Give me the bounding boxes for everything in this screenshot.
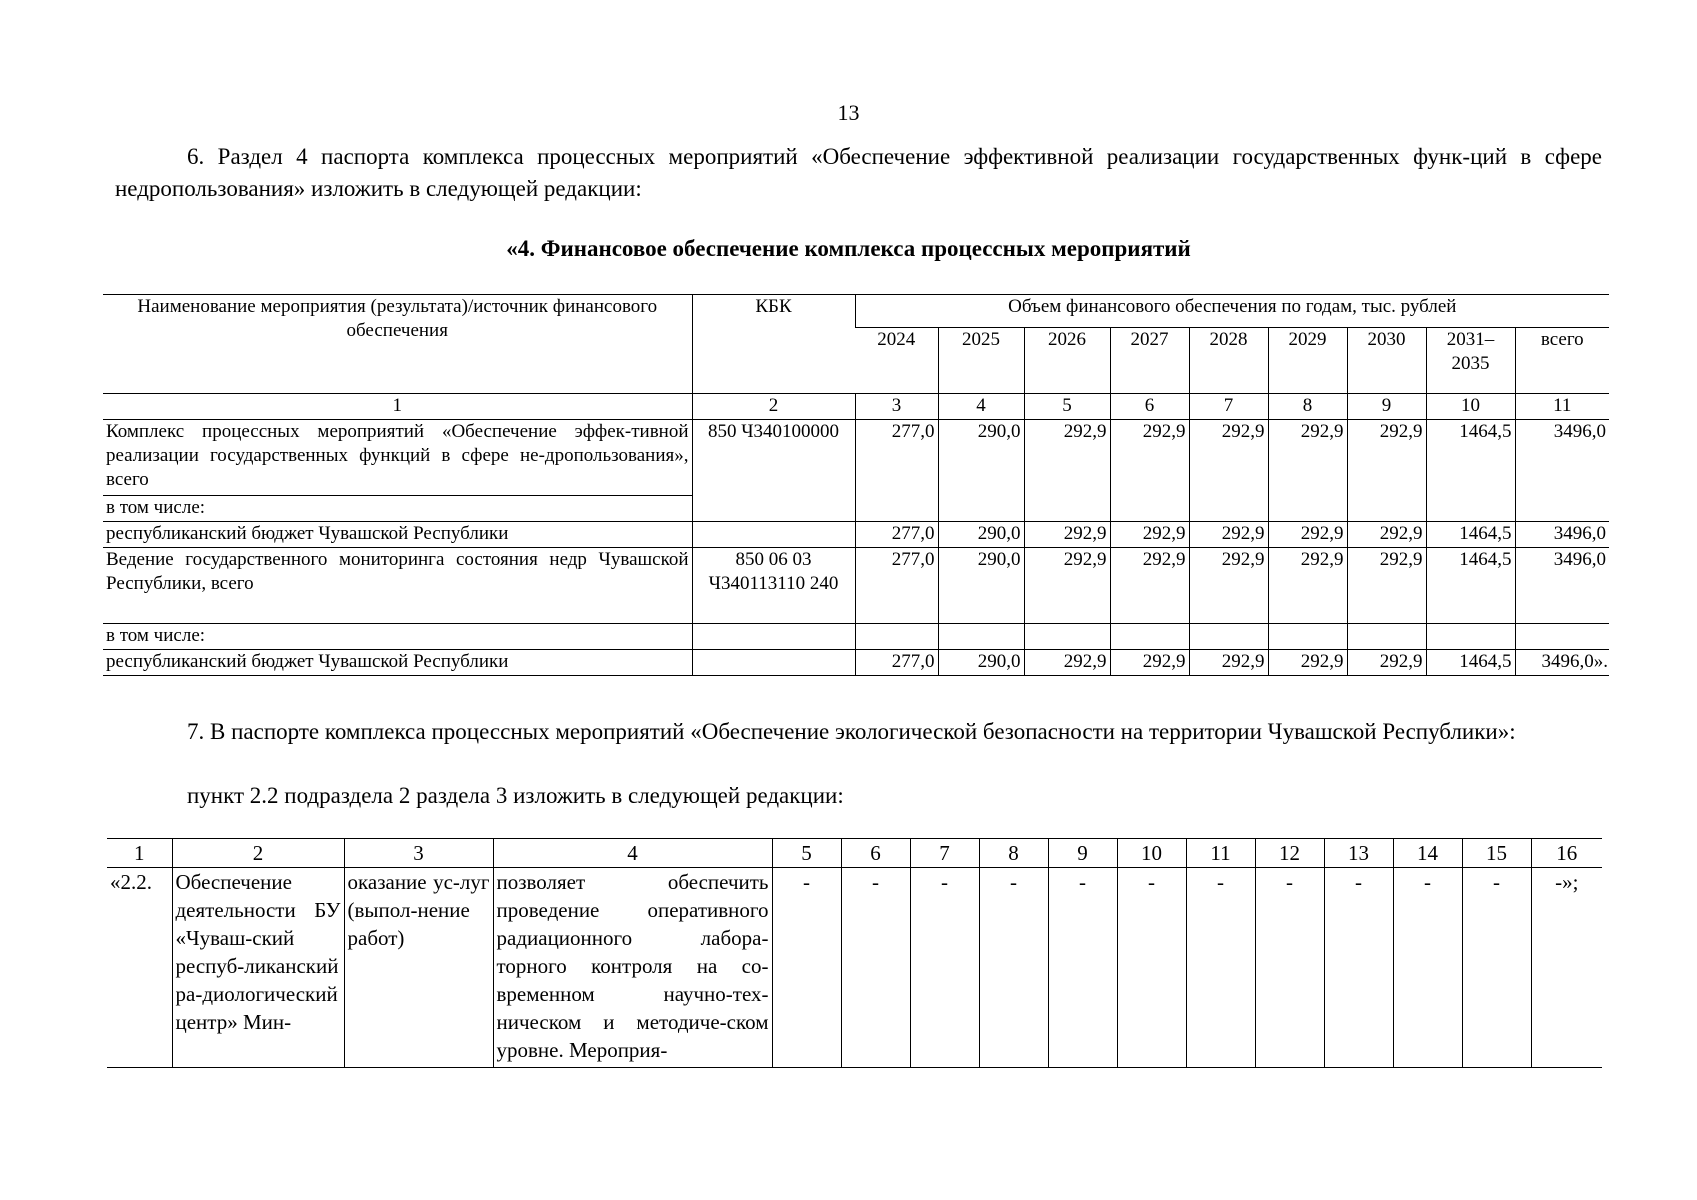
dash-cell: - (910, 868, 979, 1068)
row-value: 292,9 (1110, 420, 1189, 522)
year-header: всего (1515, 328, 1609, 394)
column-number: 11 (1515, 394, 1609, 420)
row-value: 290,0 (938, 650, 1024, 676)
row-kbk (692, 650, 855, 676)
row-value: 1464,5 (1426, 548, 1515, 624)
measure-description: позволяет обеспечить проведение оперативного радиационного лабора-торного контроля на со-временном научно-тех-ническом и методиче-ском уровне. Мероприя- (493, 868, 772, 1068)
paragraph-6-text: 6. Раздел 4 паспорта комплекса процессных мероприятий «Обеспечение эффективной реализации государственных функ-ций в сфере недропользования» изложить в следующей редакции: (115, 144, 1602, 201)
row-value (1347, 624, 1426, 650)
column-number: 10 (1426, 394, 1515, 420)
dash-cell: - (1462, 868, 1531, 1068)
header-kbk: КБК (692, 295, 855, 394)
row-value: 277,0 (855, 650, 938, 676)
row-name: в том числе: (103, 496, 692, 522)
dash-cell: - (1393, 868, 1462, 1068)
paragraph-7-text: 7. В паспорте комплекса процессных мероприятий «Обеспечение экологической безопасности на территории Чувашской Республики»: (187, 719, 1516, 744)
column-number: 7 (1189, 394, 1268, 420)
row-value: 292,9 (1268, 548, 1347, 624)
dash-cell: - (1186, 868, 1255, 1068)
row-name: Комплекс процессных мероприятий «Обеспечение эффек-тивной реализации государственных функций в сфере не-дропользования», всего (103, 420, 692, 496)
row-value: 1464,5 (1426, 522, 1515, 548)
row-value: 3496,0 (1515, 522, 1609, 548)
dash-cell: - (1324, 868, 1393, 1068)
row-value: 292,9 (1110, 548, 1189, 624)
row-value: 292,9 (1189, 420, 1268, 522)
year-header: 2030 (1347, 328, 1426, 394)
row-value: 292,9 (1024, 650, 1110, 676)
row-value: 277,0 (855, 420, 938, 522)
dash-cell-last: -»; (1531, 868, 1602, 1068)
column-number: 5 (1024, 394, 1110, 420)
row-kbk: 850 06 03 Ч340113110 240 (692, 548, 855, 624)
year-header: 2027 (1110, 328, 1189, 394)
column-number: 3 (344, 839, 493, 868)
row-value: 292,9 (1268, 522, 1347, 548)
column-number: 12 (1255, 839, 1324, 868)
dash-cell: - (841, 868, 910, 1068)
row-value: 292,9 (1347, 650, 1426, 676)
column-number: 9 (1347, 394, 1426, 420)
column-number: 6 (841, 839, 910, 868)
row-value: 3496,0». (1515, 650, 1609, 676)
year-header: 2025 (938, 328, 1024, 394)
row-value: 290,0 (938, 548, 1024, 624)
year-header: 2029 (1268, 328, 1347, 394)
paragraph-7 (115, 716, 1602, 748)
table-row (103, 624, 1609, 650)
row-value: 292,9 (1110, 522, 1189, 548)
row-value: 292,9 (1110, 650, 1189, 676)
row-value: 292,9 (1024, 420, 1110, 522)
row-value: 277,0 (855, 522, 938, 548)
dash-cell: - (1048, 868, 1117, 1068)
year-header: 2028 (1189, 328, 1268, 394)
row-value: 1464,5 (1426, 650, 1515, 676)
header-name: Наименование мероприятия (результата)/источник финансового обеспечения (103, 295, 692, 394)
row-value: 290,0 (938, 420, 1024, 522)
row-value: 292,9 (1189, 650, 1268, 676)
year-header: 2026 (1024, 328, 1110, 394)
column-number: 5 (772, 839, 841, 868)
table-row (103, 420, 1609, 496)
column-number: 10 (1117, 839, 1186, 868)
measures-table (107, 838, 1602, 1068)
row-name: Ведение государственного мониторинга состояния недр Чувашской Республики, всего (103, 548, 692, 624)
column-number: 3 (855, 394, 938, 420)
row-value (1189, 624, 1268, 650)
row-value (1110, 624, 1189, 650)
year-header: 2031–2035 (1426, 328, 1515, 394)
row-kbk (692, 624, 855, 650)
column-number: 8 (1268, 394, 1347, 420)
column-number: 14 (1393, 839, 1462, 868)
measure-name: Обеспечение деятельности БУ «Чуваш-ский респуб-ликанский ра-диологический центр» Мин- (172, 868, 344, 1068)
row-value: 277,0 (855, 548, 938, 624)
row-value (938, 624, 1024, 650)
column-number: 1 (103, 394, 692, 420)
row-value: 1464,5 (1426, 420, 1515, 522)
row-kbk (692, 522, 855, 548)
column-number: 4 (938, 394, 1024, 420)
row-value: 292,9 (1347, 420, 1426, 522)
column-number: 6 (1110, 394, 1189, 420)
column-number: 7 (910, 839, 979, 868)
column-number: 1 (107, 839, 172, 868)
row-name: республиканский бюджет Чувашской Республики (103, 522, 692, 548)
year-header: 2024 (855, 328, 938, 394)
dash-cell: - (772, 868, 841, 1068)
table-row (107, 868, 1602, 1068)
column-number: 13 (1324, 839, 1393, 868)
column-number: 8 (979, 839, 1048, 868)
column-number: 9 (1048, 839, 1117, 868)
dash-cell: - (979, 868, 1048, 1068)
column-number: 15 (1462, 839, 1531, 868)
row-value (855, 624, 938, 650)
header-volume: Объем финансового обеспечения по годам, тыс. рублей (855, 295, 1609, 328)
row-value (1268, 624, 1347, 650)
column-number: 4 (493, 839, 772, 868)
row-kbk: 850 Ч340100000 (692, 420, 855, 522)
row-value (1515, 624, 1609, 650)
column-number: 2 (172, 839, 344, 868)
row-value (1426, 624, 1515, 650)
row-value: 292,9 (1347, 522, 1426, 548)
row-value: 3496,0 (1515, 548, 1609, 624)
row-name: в том числе: (103, 624, 692, 650)
row-value: 292,9 (1024, 522, 1110, 548)
measure-type: оказание ус-луг (выпол-нение работ) (344, 868, 493, 1068)
row-value: 292,9 (1268, 650, 1347, 676)
column-number: 16 (1531, 839, 1602, 868)
paragraph-7-subpoint: пункт 2.2 подраздела 2 раздела 3 изложить в следующей редакции: (187, 783, 844, 808)
measure-number: «2.2. (107, 868, 172, 1068)
row-value: 292,9 (1189, 522, 1268, 548)
row-value: 292,9 (1268, 420, 1347, 522)
financing-table (103, 294, 1609, 676)
row-name: республиканский бюджет Чувашской Республики (103, 650, 692, 676)
paragraph-6 (115, 141, 1602, 205)
row-value: 292,9 (1347, 548, 1426, 624)
row-value: 292,9 (1024, 548, 1110, 624)
row-value: 3496,0 (1515, 420, 1609, 522)
section-heading: «4. Финансовое обеспечение комплекса процессных мероприятий (506, 236, 1191, 261)
dash-cell: - (1117, 868, 1186, 1068)
column-number: 2 (692, 394, 855, 420)
page-number: 13 (837, 100, 860, 125)
column-number: 11 (1186, 839, 1255, 868)
row-value: 292,9 (1189, 548, 1268, 624)
table-row (103, 650, 1609, 676)
row-value (1024, 624, 1110, 650)
table-row (103, 522, 1609, 548)
row-value: 290,0 (938, 522, 1024, 548)
dash-cell: - (1255, 868, 1324, 1068)
table-row (103, 548, 1609, 624)
